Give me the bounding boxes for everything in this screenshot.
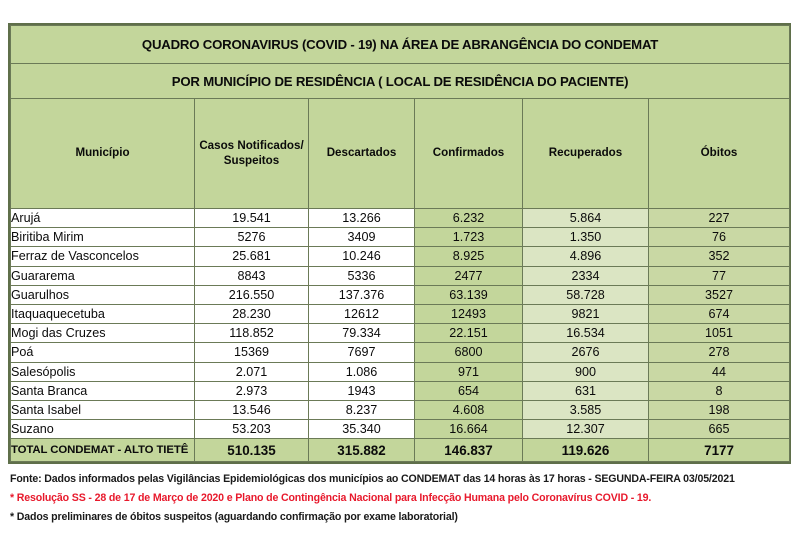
footnotes [10, 474, 800, 523]
footnote-resolution: * Resolução SS - 28 de 17 de Março de 2020 e Plano de Contingência Nacional para Infecção Humana pelo Coronavírus COVID - 19. [10, 491, 652, 504]
cell-notificados[interactable]: 25.681 [195, 247, 309, 266]
page-title-line-1: QUADRO CORONAVIRUS (COVID - 19) NA ÁREA DE ABRANGÊNCIA DO CONDEMAT [11, 26, 790, 64]
cell-descartados[interactable]: 5336 [309, 266, 415, 285]
cell-descartados[interactable]: 13.266 [309, 209, 415, 228]
column-header-municipio[interactable]: Município [11, 99, 195, 209]
cell-descartados[interactable]: 1943 [309, 381, 415, 400]
cell-descartados[interactable]: 79.334 [309, 324, 415, 343]
cell-confirmados[interactable]: 4.608 [415, 400, 523, 419]
cell-confirmados[interactable]: 8.925 [415, 247, 523, 266]
cell-recuperados[interactable]: 631 [523, 381, 649, 400]
cell-notificados[interactable]: 28.230 [195, 304, 309, 323]
cell-obitos[interactable]: 674 [649, 304, 790, 323]
cell-notificados[interactable]: 216.550 [195, 285, 309, 304]
cell-municipio[interactable]: Mogi das Cruzes [11, 324, 195, 343]
cell-obitos[interactable]: 278 [649, 343, 790, 362]
cell-descartados[interactable]: 1.086 [309, 362, 415, 381]
table-row [11, 420, 790, 439]
table-row [11, 400, 790, 419]
covid-data-table [10, 25, 790, 462]
cell-obitos[interactable]: 1051 [649, 324, 790, 343]
cell-municipio[interactable]: Suzano [11, 420, 195, 439]
total-row-label: TOTAL CONDEMAT - ALTO TIETÊ [11, 439, 195, 462]
cell-notificados[interactable]: 53.203 [195, 420, 309, 439]
cell-confirmados[interactable]: 2477 [415, 266, 523, 285]
cell-recuperados[interactable]: 1.350 [523, 228, 649, 247]
column-header-recuperados[interactable]: Recuperados [523, 99, 649, 209]
column-header-casos-notificados[interactable] [195, 99, 309, 209]
cell-municipio[interactable]: Santa Branca [11, 381, 195, 400]
cell-obitos[interactable]: 8 [649, 381, 790, 400]
cell-recuperados[interactable]: 9821 [523, 304, 649, 323]
cell-recuperados[interactable]: 2676 [523, 343, 649, 362]
cell-obitos[interactable]: 44 [649, 362, 790, 381]
cell-municipio[interactable]: Itaquaquecetuba [11, 304, 195, 323]
cell-notificados[interactable]: 13.546 [195, 400, 309, 419]
cell-recuperados[interactable]: 900 [523, 362, 649, 381]
cell-recuperados[interactable]: 5.864 [523, 209, 649, 228]
total-obitos: 7177 [649, 439, 790, 462]
footnote-preliminary: * Dados preliminares de óbitos suspeitos (aguardando confirmação por exame laboratorial) [10, 511, 458, 524]
cell-confirmados[interactable]: 22.151 [415, 324, 523, 343]
table-row [11, 228, 790, 247]
cell-municipio[interactable]: Salesópolis [11, 362, 195, 381]
cell-municipio[interactable]: Biritiba Mirim [11, 228, 195, 247]
covid-table-container [8, 23, 791, 464]
cell-notificados[interactable]: 19.541 [195, 209, 309, 228]
cell-descartados[interactable]: 7697 [309, 343, 415, 362]
cell-recuperados[interactable]: 58.728 [523, 285, 649, 304]
cell-notificados[interactable]: 118.852 [195, 324, 309, 343]
cell-confirmados[interactable]: 12493 [415, 304, 523, 323]
cell-municipio[interactable]: Arujá [11, 209, 195, 228]
title-row-2 [11, 64, 790, 99]
cell-recuperados[interactable]: 3.585 [523, 400, 649, 419]
cell-confirmados[interactable]: 6800 [415, 343, 523, 362]
table-row [11, 247, 790, 266]
cell-confirmados[interactable]: 654 [415, 381, 523, 400]
cell-descartados[interactable]: 35.340 [309, 420, 415, 439]
column-header-descartados[interactable]: Descartados [309, 99, 415, 209]
table-row [11, 304, 790, 323]
cell-obitos[interactable]: 227 [649, 209, 790, 228]
cell-obitos[interactable]: 76 [649, 228, 790, 247]
table-header-row [11, 99, 790, 209]
cell-confirmados[interactable]: 16.664 [415, 420, 523, 439]
cell-notificados[interactable]: 8843 [195, 266, 309, 285]
cell-notificados[interactable]: 2.071 [195, 362, 309, 381]
cell-recuperados[interactable]: 4.896 [523, 247, 649, 266]
cell-descartados[interactable]: 10.246 [309, 247, 415, 266]
table-row [11, 266, 790, 285]
cell-municipio[interactable]: Santa Isabel [11, 400, 195, 419]
table-row [11, 381, 790, 400]
cell-descartados[interactable]: 12612 [309, 304, 415, 323]
cell-confirmados[interactable]: 1.723 [415, 228, 523, 247]
table-row [11, 324, 790, 343]
total-notificados: 510.135 [195, 439, 309, 462]
cell-municipio[interactable]: Guarulhos [11, 285, 195, 304]
total-descartados: 315.882 [309, 439, 415, 462]
cell-obitos[interactable]: 665 [649, 420, 790, 439]
cell-obitos[interactable]: 198 [649, 400, 790, 419]
cell-notificados[interactable]: 5276 [195, 228, 309, 247]
table-row [11, 343, 790, 362]
cell-municipio[interactable]: Ferraz de Vasconcelos [11, 247, 195, 266]
cell-recuperados[interactable]: 2334 [523, 266, 649, 285]
cell-notificados[interactable]: 2.973 [195, 381, 309, 400]
total-confirmados: 146.837 [415, 439, 523, 462]
cell-recuperados[interactable]: 16.534 [523, 324, 649, 343]
cell-recuperados[interactable]: 12.307 [523, 420, 649, 439]
cell-obitos[interactable]: 3527 [649, 285, 790, 304]
cell-obitos[interactable]: 77 [649, 266, 790, 285]
cell-confirmados[interactable]: 63.139 [415, 285, 523, 304]
title-row-1 [11, 26, 790, 64]
cell-obitos[interactable]: 352 [649, 247, 790, 266]
cell-confirmados[interactable]: 971 [415, 362, 523, 381]
page-title-line-2: POR MUNICÍPIO DE RESIDÊNCIA ( LOCAL DE RESIDÊNCIA DO PACIENTE) [11, 64, 790, 99]
cell-descartados[interactable]: 3409 [309, 228, 415, 247]
column-header-casos-line2: Suspeitos [223, 153, 280, 167]
cell-municipio[interactable]: Poá [11, 343, 195, 362]
cell-descartados[interactable]: 137.376 [309, 285, 415, 304]
cell-confirmados[interactable]: 6.232 [415, 209, 523, 228]
cell-notificados[interactable]: 15369 [195, 343, 309, 362]
total-recuperados: 119.626 [523, 439, 649, 462]
table-row [11, 285, 790, 304]
table-row [11, 362, 790, 381]
total-row [11, 439, 790, 462]
column-header-obitos[interactable]: Óbitos [649, 99, 790, 209]
table-row [11, 209, 790, 228]
footnote-source: Fonte: Dados informados pelas Vigilâncias Epidemiológicas dos municípios ao CONDEMAT das 14 horas às 17 horas - SEGUNDA-FEIRA 03/05/2021 [10, 473, 735, 485]
cell-municipio[interactable]: Guararema [11, 266, 195, 285]
column-header-casos-line1: Casos Notificados/ [199, 139, 304, 153]
cell-descartados[interactable]: 8.237 [309, 400, 415, 419]
column-header-confirmados[interactable]: Confirmados [415, 99, 523, 209]
